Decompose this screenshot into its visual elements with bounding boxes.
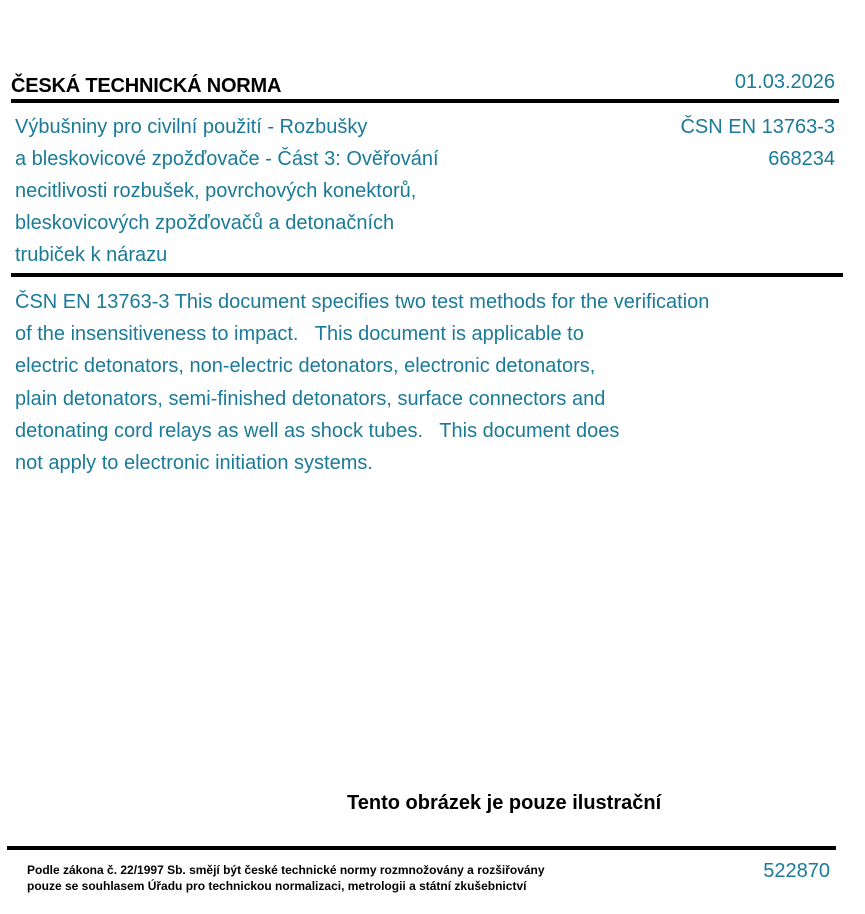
description-line: not apply to electronic initiation systems. [15,452,373,475]
description-line: detonating cord relays as well as shock tubes. This document does [15,419,620,442]
publication-date: 01.03.2026 [734,71,835,93]
footer-divider [7,846,836,850]
description-line: of the insensitiveness to impact. This document is applicable to [15,323,584,346]
description-line: plain detonators, semi-finished detonators, surface connectors and [15,387,606,410]
document-type-title: ČESKÁ TECHNICKÁ NORMA [11,75,282,97]
standard-title-line: Výbušniny pro civilní použití - Rozbušky [15,116,368,138]
standard-title-line: necitlivosti rozbušek, povrchových konektorů, [15,180,417,202]
description-line: ČSN EN 13763-3 This document specifies two test methods for the verification [15,291,710,313]
title-divider [11,273,843,277]
standard-title-line: a bleskovicové zpožďovače - Část 3: Ověřování [15,148,439,170]
description-line: electric detonators, non-electric detonators, electronic detonators, [15,355,596,378]
copyright-notice [27,862,545,894]
header-divider [11,99,839,103]
copyright-notice-line: pouze se souhlasem Úřadu pro technickou normalizaci, metrologii a státní zkušebnictví [27,879,527,893]
standard-description [15,286,815,479]
standard-title-line: trubiček k nárazu [15,244,168,266]
standard-title [15,111,535,271]
copyright-notice-line: Podle zákona č. 22/1997 Sb. smějí být české technické normy rozmnožovány a rozšiřovány [27,863,545,877]
catalog-number: 668234 [768,148,835,170]
footer-code: 522870 [763,860,830,882]
illustration-note: Tento obrázek je pouze ilustrační [347,792,662,814]
standard-number: ČSN EN 13763-3 [680,116,835,138]
standard-title-line: bleskovicových zpožďovačů a detonačních [15,212,395,234]
